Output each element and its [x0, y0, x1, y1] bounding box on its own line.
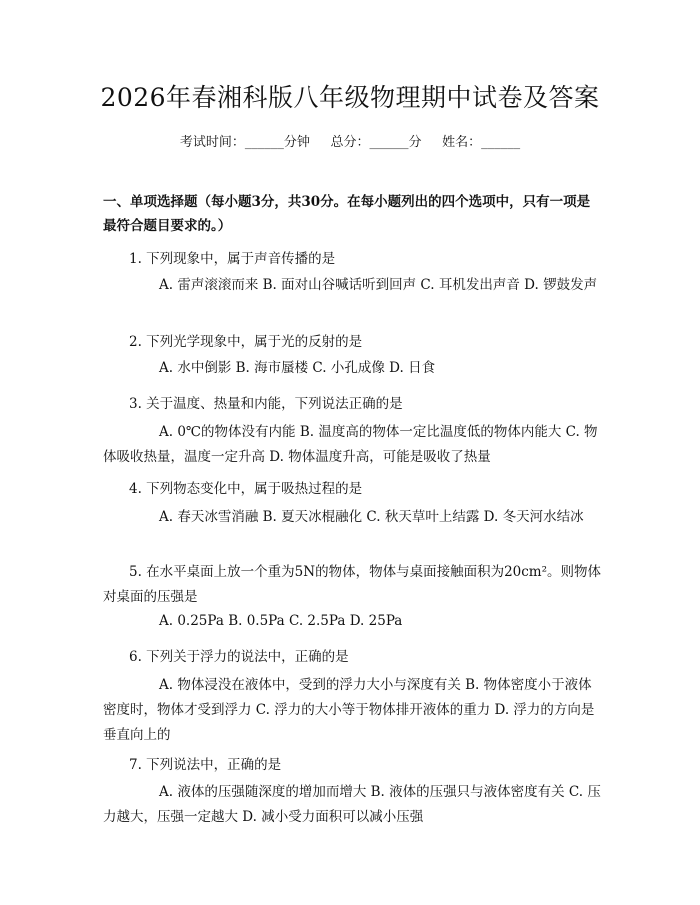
question-options: A. 春天冰雪消融 B. 夏天冰棍融化 C. 秋天草叶上结露 D. 冬天河水结冰: [159, 509, 584, 525]
exam-meta-line: [0, 131, 700, 150]
question-stem: 5. 在水平桌面上放一个重为5N的物体，物体与桌面接触面积为20cm²。则物体对桌面的压强是: [103, 564, 602, 605]
section-heading: 一、单项选择题（每小题3分，共30分。在每小题列出的四个选项中，只有一项是最符合题目要求的。）: [103, 194, 591, 234]
question-options: A. 液体的压强随深度的增加而增大 B. 液体的压强只与液体密度有关 C. 压力越大，压强一定越大 D. 减小受力面积可以减小压强: [103, 784, 601, 825]
question-stem: 6. 下列关于浮力的说法中，正确的是: [129, 649, 349, 665]
question-stem: 7. 下列说法中，正确的是: [129, 757, 282, 773]
question-stem: 3. 关于温度、热量和内能，下列说法正确的是: [129, 396, 403, 412]
question-stem: 2. 下列光学现象中，属于光的反射的是: [129, 334, 363, 350]
question-options: A. 物体浸没在液体中，受到的浮力大小与深度有关 B. 物体密度小于液体密度时，物体才受到浮力 C. 浮力的大小等于物体排开液体的重力 D. 浮力的方向是垂直向上的: [103, 677, 595, 743]
question-options: A. 水中倒影 B. 海市蜃楼 C. 小孔成像 D. 日食: [159, 360, 436, 376]
exam-title: 2026年春湘科版八年级物理期中试卷及答案: [100, 83, 600, 112]
question-options: A. 0℃的物体没有内能 B. 温度高的物体一定比温度低的物体内能大 C. 物体吸收热量，温度一定升高 D. 物体温度升高，可能是吸收了热量: [103, 424, 598, 465]
question-stem: 4. 下列物态变化中，属于吸热过程的是: [129, 481, 363, 497]
question-stem: 1. 下列现象中，属于声音传播的是: [129, 251, 336, 267]
question-options: A. 雷声滚滚而来 B. 面对山谷喊话听到回声 C. 耳机发出声音 D. 锣鼓发声: [159, 277, 598, 293]
exam-meta-text: 考试时间：______分钟 总分：______分 姓名：______: [179, 135, 521, 150]
question-options: A. 0.25Pa B. 0.5Pa C. 2.5Pa D. 25Pa: [159, 613, 403, 629]
